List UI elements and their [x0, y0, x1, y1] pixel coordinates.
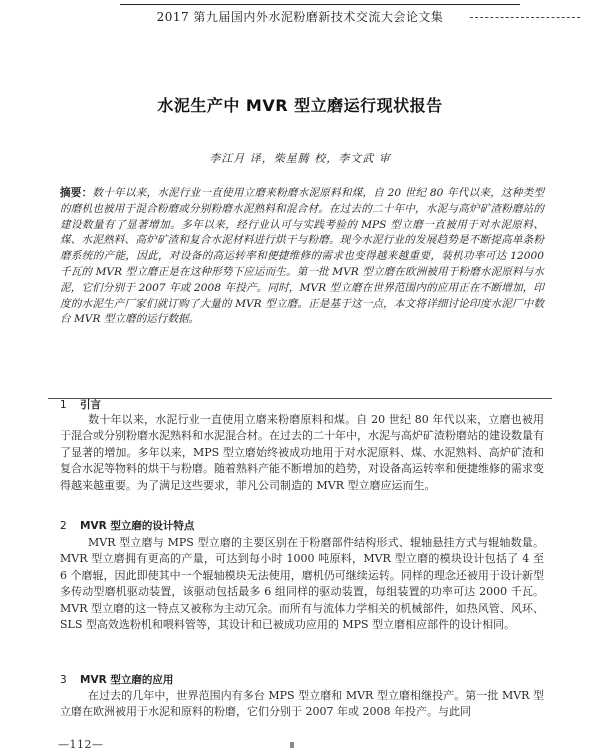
section-heading-1 — [60, 397, 101, 412]
section-title: 引言 — [80, 399, 101, 411]
section-2-paragraph — [60, 535, 544, 633]
section-heading-2 — [60, 518, 194, 533]
section-number: 1 — [60, 399, 67, 411]
section-3-paragraph — [60, 688, 544, 721]
header-dashed-rule — [470, 17, 580, 18]
section-number: 3 — [60, 674, 67, 686]
footer-mark — [290, 742, 294, 748]
abstract-divider — [48, 398, 552, 399]
paragraph-text: MVR 型立磨与 MPS 型立磨的主要区别在于粉磨部件结构形式、辊轴悬挂方式与辊轴数量。MVR 型立磨拥有更高的产量，可达到每小时 1000 吨原料，MVR 型立磨的模块设计包括了 4 至 6 个磨辊，因此即使其中一个辊轴模块无法使用，磨机仍可继续运转。同样的理念还被用于设计新型多传动型磨机驱动装置，该驱动包括最多 6 组同样的驱动装置，每组装置的功率可达 2000 千瓦。MVR 型立磨的这一特点又被称为主动冗余。而所有与流体力学相关的机械部件，如热风管、风环、SLS 型高效选粉机和喂料管等，其设计和已被成功应用的 MPS 型立磨相应部件的设计相同。 — [60, 536, 544, 632]
author-line: 李江月 译，柴星腾 校，李文武 审 — [209, 152, 391, 165]
page-number: —112— — [58, 738, 104, 751]
section-title: MVR 型立磨的应用 — [80, 674, 174, 686]
section-number: 2 — [60, 520, 67, 532]
paragraph-text: 数十年以来，水泥行业一直使用立磨来粉磨原料和煤。自 20 世纪 80 年代以来，立磨也被用于混合或分别粉磨水泥熟料和水泥混合材。在过去的二十年中，水泥与高炉矿渣粉磨站的建设数量有了显著的增加。多年以来，MPS 型立磨始终被成功地用于对水泥原料、煤、水泥熟料、高炉矿渣和复合水泥等物料的烘干与粉磨。随着熟料产能不断增加的趋势，对设备高运转率和便捷维修的需求变得越来越重要。为了满足这些要求，菲凡公司制造的 MVR 型立磨应运而生。 — [60, 413, 544, 492]
section-1-paragraph — [60, 412, 544, 494]
section-title: MVR 型立磨的设计特点 — [80, 520, 195, 532]
section-heading-3 — [60, 672, 173, 687]
header-top-rule — [120, 4, 520, 5]
abstract-block — [60, 186, 544, 328]
abstract-label: 摘要： — [60, 187, 93, 199]
running-header: 2017 第九届国内外水泥粉磨新技术交流大会论文集 — [156, 10, 444, 24]
paragraph-text: 在过去的几年中，世界范围内有多台 MPS 型立磨和 MVR 型立磨相继投产。第一批 MVR 型立磨在欧洲被用于水泥和原料的粉磨，它们分别于 2007 年或 2008 年投产。与此同 — [60, 689, 544, 719]
article-title: 水泥生产中 MVR 型立磨运行现状报告 — [157, 96, 443, 115]
abstract-text: 数十年以来，水泥行业一直使用立磨来粉磨水泥原料和煤，自 20 世纪 80 年代以来，这种类型的磨机也被用于混合粉磨或分别粉磨水泥熟料和混合材。在过去的二十年中，水泥与高炉矿渣粉磨站的建设数量有了显著增加。多年以来，经行业认可与实践考验的 MPS 型立磨一直被用于对水泥原料、煤、水泥熟料、高炉矿渣和复合水泥材料进行烘干与粉磨。现今水泥行业的发展趋势是不断提高单条粉磨系统的产能，因此，对设备的高运转率和便捷维修的需求也变得越来越重要，装机功率可达 12000 千瓦的 MVR 型立磨正是在这种形势下应运而生。第一批 MVR 型立磨在欧洲被用于粉磨水泥原料与水泥，它们分别于 2007 年或 2008 年投产。同时，MVR 型立磨在世界范围内的应用正在不断增加，印度的水泥生产厂家们就订购了大量的 MVR 型立磨。正是基于这一点，本文将详细讨论印度水泥厂中数台 MVR 型立磨的运行数据。 — [60, 187, 545, 326]
